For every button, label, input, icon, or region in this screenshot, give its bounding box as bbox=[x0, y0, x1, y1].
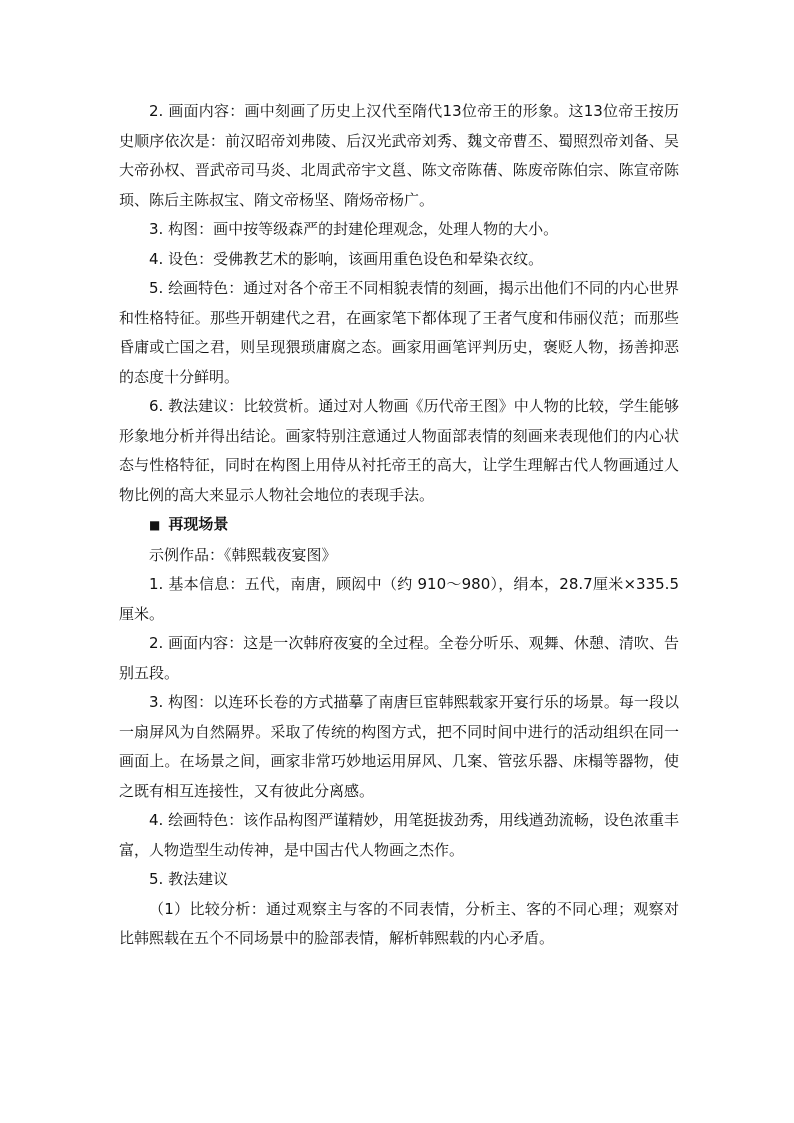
paragraph-basic-info: 1. 基本信息：五代，南唐，顾闳中（约 910～980），绢本，28.7厘米×335.5 厘米。 bbox=[119, 575, 679, 623]
paragraph-coloring: 4. 设色：受佛教艺术的影响，该画用重色设色和晕染衣纹。 bbox=[149, 249, 544, 268]
paragraph-composition: 3. 构图：画中按等级森严的封建伦理观念，处理人物的大小。 bbox=[149, 220, 559, 238]
paragraph-scene-composition: 3. 构图：以连环长卷的方式描摹了南唐巨宦韩熙载家开宴行乐的场景。每一段以一扇屏风为自然隔界。采取了传统的构图方式，把不同时间中进行的活动组织在同一画面上。在场景之间，画家非常巧妙地运用屏风、几案、管弦乐器、床榻等器物，使之既有相互连接性，又有彼此分离感。 bbox=[119, 693, 679, 800]
paragraph-painting-content: 2. 画面内容：画中刻画了历史上汉代至隋代13位帝王的形象。这13位帝王按历史顺序依次是：前汉昭帝刘弗陵、后汉光武帝刘秀、魏文帝曹丕、蜀照烈帝刘备、吴大帝孙权、晋武帝司马炎、北周武帝宇文邕、陈文帝陈蒨、陈废帝陈伯宗、陈宣帝陈顼、陈后主陈叔宝、隋文帝杨坚、隋炀帝杨广。 bbox=[119, 102, 679, 209]
paragraph-painting-features: 5. 绘画特色：通过对各个帝王不同相貌表情的刻画，揭示出他们不同的内心世界和性格特征。那些开朝建代之君，在画家笔下都体现了王者气度和伟丽仪范；而那些昏庸或亡国之君，则呈现猥琐庸腐之态。画家用画笔评判历史，褒贬人物，扬善抑恶的态度十分鲜明。 bbox=[119, 279, 679, 386]
section-title: 再现场景 bbox=[168, 515, 229, 533]
paragraph-example-work: 示例作品：《韩熙载夜宴图》 bbox=[149, 545, 337, 564]
square-bullet-icon: ■ bbox=[149, 518, 161, 532]
document-body bbox=[119, 97, 679, 954]
paragraph-comparative-analysis: （1）比较分析：通过观察主与客的不同表情，分析主、客的不同心理；观察对比韩熙载在五个不同场景中的脸部表情，解析韩熙载的内心矛盾。 bbox=[119, 899, 679, 947]
section-heading bbox=[119, 510, 679, 541]
paragraph-teaching-suggestion: 6. 教法建议：比较赏析。通过对人物画《历代帝王图》中人物的比较，学生能够形象地分析并得出结论。画家特别注意通过人物面部表情的刻画来表现他们的内心状态与性格特征，同时在构图上用侍从衬托帝王的高大，让学生理解古代人物画通过人物比例的高大来显示人物社会地位的表现手法。 bbox=[119, 397, 679, 504]
paragraph-scene-teaching: 5. 教法建议 bbox=[149, 870, 229, 888]
paragraph-scene-features: 4. 绘画特色：该作品构图严谨精妙，用笔挺拔劲秀，用线遒劲流畅，设色浓重丰富，人物造型生动传神，是中国古代人物画之杰作。 bbox=[119, 811, 679, 859]
paragraph-scene-content: 2. 画面内容：这是一次韩府夜宴的全过程。全卷分听乐、观舞、休憩、清吹、告别五段。 bbox=[119, 634, 679, 682]
